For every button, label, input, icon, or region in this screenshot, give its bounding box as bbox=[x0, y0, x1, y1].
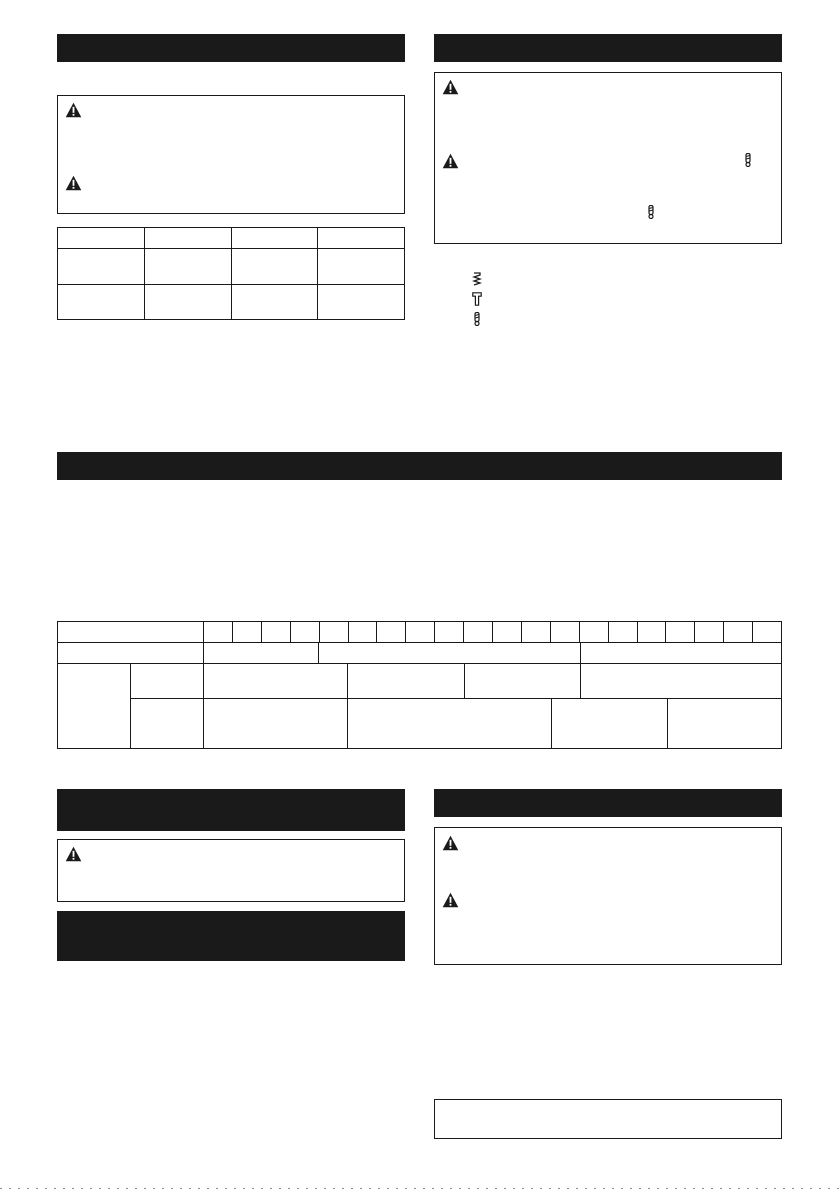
warning-box bbox=[57, 95, 405, 214]
table-rule bbox=[203, 622, 204, 748]
table-rule bbox=[521, 622, 522, 642]
section-header-bar bbox=[57, 789, 405, 831]
small-table bbox=[57, 227, 405, 320]
table-rule bbox=[579, 622, 580, 642]
warning-box bbox=[434, 72, 782, 244]
torque-table bbox=[57, 621, 782, 749]
table-rule bbox=[580, 642, 581, 663]
screw-mode-icon bbox=[472, 312, 482, 326]
screw-mode-icon bbox=[646, 205, 656, 219]
table-rule bbox=[319, 622, 320, 642]
page-edge-dots bbox=[0, 1188, 840, 1189]
table-rule bbox=[405, 622, 406, 642]
section-header-bar bbox=[434, 789, 782, 817]
section-header-bar bbox=[57, 34, 405, 62]
table-rule bbox=[318, 642, 319, 663]
table-rule bbox=[608, 622, 609, 642]
warning-triangle-icon bbox=[65, 175, 82, 191]
table-rule bbox=[464, 663, 465, 698]
table-rule bbox=[290, 622, 291, 642]
table-rule bbox=[667, 698, 668, 748]
table-rule bbox=[752, 622, 753, 642]
warning-triangle-icon bbox=[442, 892, 459, 908]
table-rule bbox=[231, 228, 232, 319]
table-rule bbox=[144, 228, 145, 319]
table-rule bbox=[551, 698, 552, 748]
table-rule bbox=[550, 622, 551, 642]
table-rule bbox=[580, 663, 581, 698]
warning-box bbox=[57, 839, 405, 902]
table-rule bbox=[130, 663, 131, 748]
section-header-bar bbox=[57, 911, 405, 961]
warning-box bbox=[434, 827, 782, 965]
table-rule bbox=[58, 663, 781, 664]
warning-triangle-icon bbox=[442, 153, 459, 169]
screw-mode-icon bbox=[743, 153, 753, 167]
warning-triangle-icon bbox=[442, 79, 459, 95]
table-rule bbox=[261, 622, 262, 642]
table-rule bbox=[665, 622, 666, 642]
table-rule bbox=[694, 622, 695, 642]
table-rule bbox=[376, 622, 377, 642]
table-rule bbox=[723, 622, 724, 642]
table-rule bbox=[463, 622, 464, 642]
table-rule bbox=[434, 622, 435, 642]
table-rule bbox=[348, 622, 349, 642]
table-rule bbox=[58, 642, 781, 643]
table-rule bbox=[130, 698, 781, 699]
table-rule bbox=[347, 698, 348, 748]
drill-mode-icon bbox=[472, 272, 482, 286]
section-header-bar bbox=[57, 452, 782, 480]
warning-triangle-icon bbox=[65, 102, 82, 118]
section-header-bar bbox=[434, 34, 782, 62]
table-rule bbox=[492, 622, 493, 642]
warning-triangle-icon bbox=[442, 835, 459, 851]
table-rule bbox=[347, 663, 348, 698]
note-box bbox=[434, 1099, 782, 1139]
warning-triangle-icon bbox=[65, 846, 82, 862]
table-rule bbox=[317, 228, 318, 319]
hammer-mode-icon bbox=[472, 292, 482, 306]
table-rule bbox=[232, 622, 233, 642]
table-rule bbox=[637, 622, 638, 642]
